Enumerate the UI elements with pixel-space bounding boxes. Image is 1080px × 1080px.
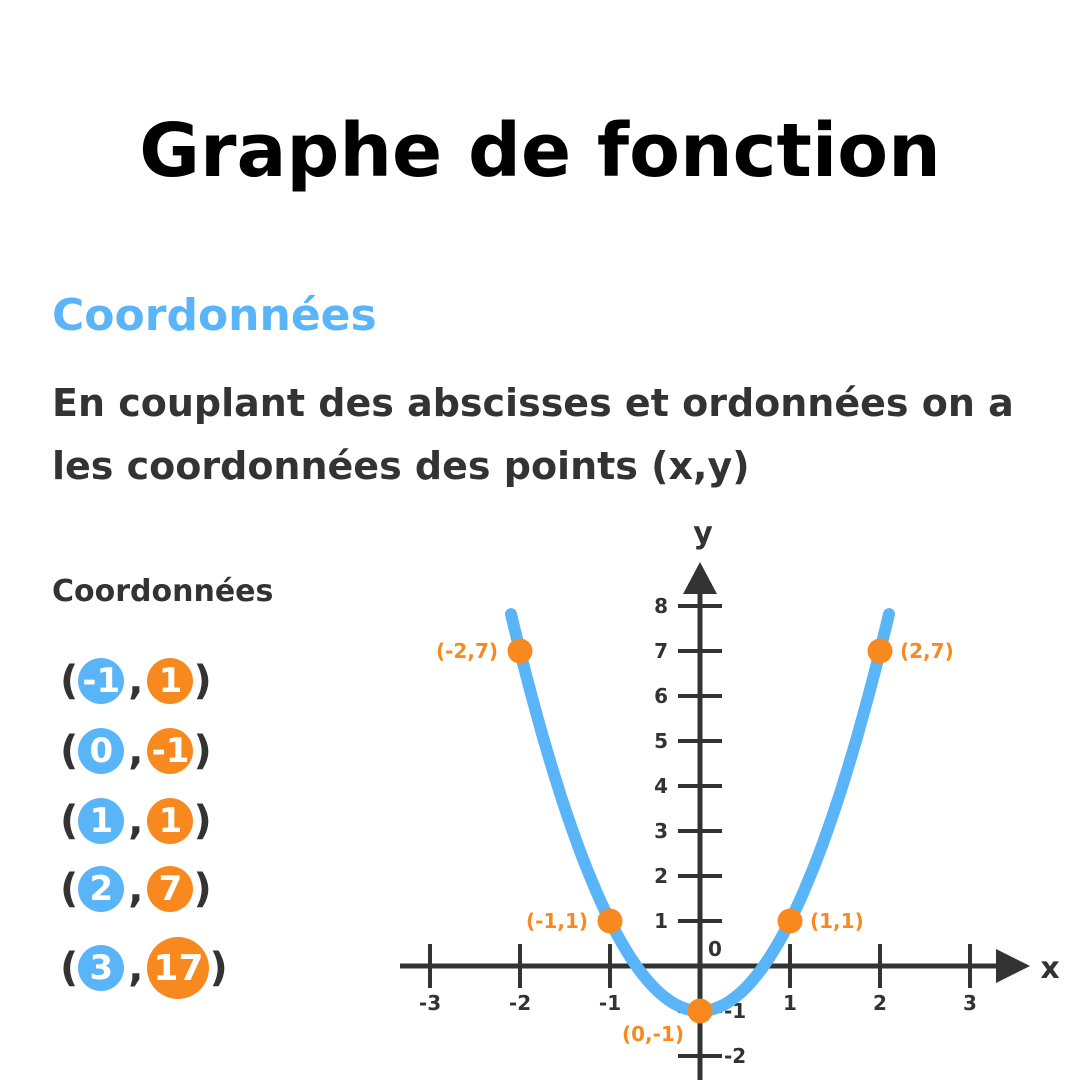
y-tick-label: 4 [654, 774, 668, 798]
coordinate-pair: ( 1 , 1 ) [60, 798, 212, 844]
data-point-label: (-2,7) [435, 639, 498, 663]
page-title: Graphe de fonction [139, 108, 941, 194]
y-tick-label: 7 [654, 639, 668, 663]
y-tick-label: 1 [654, 909, 668, 933]
x-tick-label: 2 [873, 991, 887, 1015]
coordinate-pair: ( 0 , -1 ) [60, 728, 212, 774]
y-tick-label: -1 [724, 999, 747, 1023]
data-point-label: (1,1) [810, 909, 864, 933]
coordinate-pair: ( 3 , 17 ) [60, 940, 228, 996]
x-axis-arrow [996, 949, 1030, 983]
x-tick-label: 1 [783, 991, 797, 1015]
x-tick-label: -2 [508, 991, 532, 1015]
coordinate-pair: ( 2 , 7 ) [60, 866, 212, 912]
y-tick-label: 5 [654, 729, 668, 753]
y-axis-arrow [683, 562, 717, 594]
section-subtitle: Coordonnées [52, 290, 377, 341]
x-tick-label: -1 [598, 991, 622, 1015]
y-value-badge: 1 [147, 798, 193, 844]
description-text: En couplant des abscisses et ordonnées on a les coordonnées des points (x,y) [52, 381, 1014, 488]
x-value-badge: 3 [78, 945, 124, 991]
x-tick-label: 3 [963, 991, 977, 1015]
data-point [508, 639, 533, 664]
coordinates-label: Coordonnées [52, 574, 274, 609]
y-value-badge: 7 [147, 866, 193, 912]
origin-label: 0 [708, 937, 722, 961]
data-point-label: (0,-1) [621, 1022, 684, 1046]
y-tick-label: 2 [654, 864, 668, 888]
data-point [598, 909, 623, 934]
x-value-badge: 1 [78, 798, 124, 844]
y-tick-label: 3 [654, 819, 668, 843]
x-value-badge: -1 [78, 658, 124, 704]
y-tick-label: 8 [654, 594, 668, 618]
x-axis-label: x [1040, 951, 1060, 986]
x-value-badge: 2 [78, 866, 124, 912]
data-point-label: (-1,1) [525, 909, 588, 933]
y-axis-label: y [693, 516, 713, 551]
data-point [688, 999, 713, 1024]
data-point-label: (2,7) [900, 639, 954, 663]
coordinate-pair: ( -1 , 1 ) [60, 658, 212, 704]
data-point [778, 909, 803, 934]
x-tick-label: -3 [418, 991, 442, 1015]
y-tick-label: -2 [724, 1044, 747, 1068]
data-point [868, 639, 893, 664]
y-value-badge: -1 [147, 728, 193, 774]
y-value-badge: 17 [147, 937, 209, 999]
x-value-badge: 0 [78, 728, 124, 774]
y-tick-label: 6 [654, 684, 668, 708]
y-value-badge: 1 [147, 658, 193, 704]
